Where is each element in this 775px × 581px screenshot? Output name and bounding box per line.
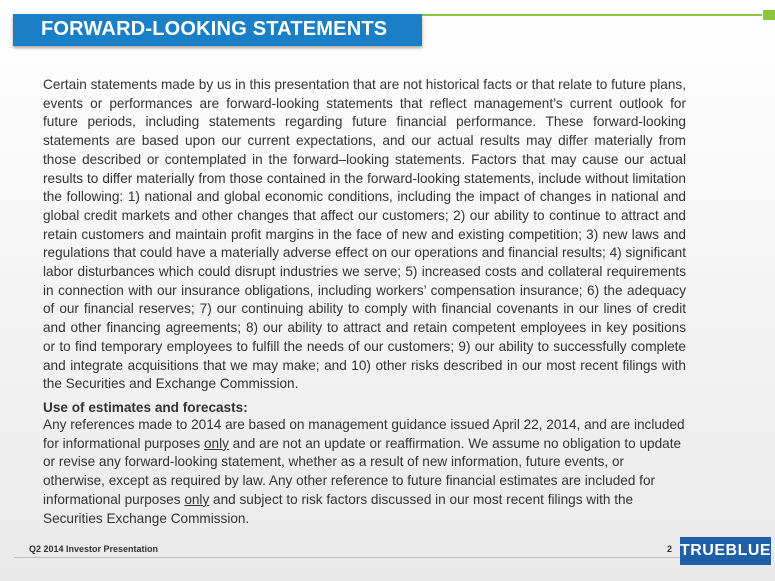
estimates-paragraph: [43, 416, 688, 528]
page-number: 2: [667, 544, 673, 554]
footer-label: Q2 2014 Investor Presentation: [29, 544, 159, 554]
logo-text: TRUEBLUE: [679, 542, 772, 559]
estimates-heading: Use of estimates and forecasts:: [43, 400, 248, 415]
only-emphasis-1: only: [203, 435, 229, 451]
title-banner: [13, 14, 422, 46]
estimates-text-part3: and subject to risk factors discussed in our most recent filings with the Securities Exchange Commission.: [43, 491, 634, 526]
forward-looking-paragraph: Certain statements made by us in this presentation that are not historical facts or that relate to future plans, events or performances are forward-looking statements that reflect management’s current outlook for future periods, including statements regarding future financial performance. These forward-looking statements are based upon our current expectations, and our actual results may differ materially from those described or contemplated in the forward–looking statements. Factors that may cause our actual results to differ materially from those contained in the forward-looking statements, include without limitation the following: 1) national and global economic conditions, including the impact of changes in national and global credit markets and other changes that affect our customers; 2) our ability to continue to attract and retain customers and maintain profit margins in the face of new and existing competition; 3) new laws and regulations that could have a materially adverse effect on our operations and financial results; 4) significant labor disturbances which could disrupt industries we serve; 5) increased costs and collateral requirements in connection with our insurance obligations, including workers’ compensation insurance; 6) the adequacy of our financial reserves; 7) our continuing ability to comply with financial covenants in our lines of credit and other financing agreements; 8) our ability to attract and retain competent employees in key positions or to find temporary employees to fulfill the needs of our customers; 9) our ability to successfully complete and integrate acquisitions that we may make; and 10) other risks described in our most recent filings with the Securities and Exchange Commission.: [43, 77, 686, 392]
only-emphasis-2: only: [184, 491, 210, 507]
corner-accent: [763, 10, 775, 20]
estimates-text-part1: Any references made to 2014 are based on management guidance issued April 22, 2014, and are included for informational purposes: [43, 417, 685, 451]
estimates-text-part2: and are not an update or reaffirmation. We assume no obligation to update or revise any forward-looking statement, whether as a result of new information, future events, or otherwise, except as required by law. Any other reference to future financial estimates are included for informational purposes: [43, 435, 682, 507]
accent-line: [422, 14, 762, 16]
footer-divider: [14, 557, 763, 558]
trueblue-logo: [680, 537, 771, 565]
page-title: FORWARD-LOOKING STATEMENTS: [41, 18, 388, 40]
